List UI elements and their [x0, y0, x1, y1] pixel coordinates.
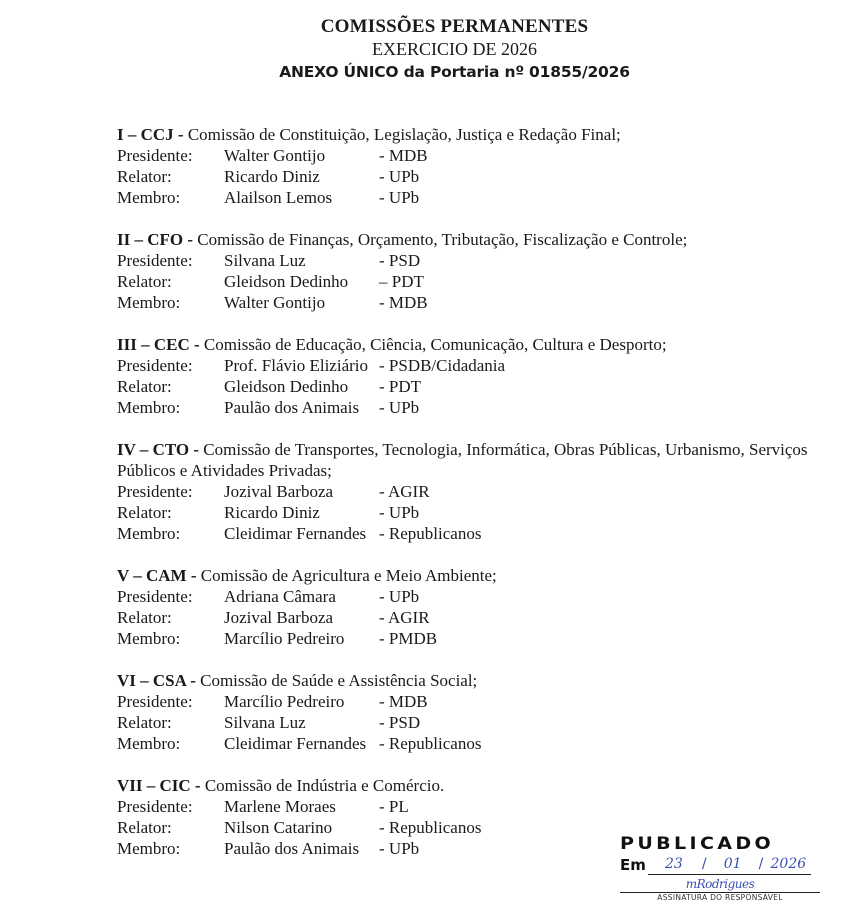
stamp-separator: /	[700, 854, 709, 875]
member-party: - UPb	[379, 398, 420, 417]
member-role: Relator:	[117, 272, 172, 291]
member-party: - PL	[379, 797, 409, 816]
member-party: – PDT	[379, 272, 424, 291]
member-row	[117, 292, 817, 313]
member-role: Presidente:	[117, 356, 193, 375]
member-row	[117, 376, 817, 397]
committee-cec	[117, 334, 817, 418]
committee-code: III – CEC -	[117, 335, 204, 354]
member-role: Membro:	[117, 188, 181, 207]
member-row	[117, 271, 817, 292]
member-name: Silvana Luz	[224, 251, 306, 270]
member-party: - UPb	[379, 188, 420, 207]
stamp-month: 01	[709, 854, 757, 875]
member-name: Adriana Câmara	[224, 587, 336, 606]
member-name: Walter Gontijo	[224, 293, 326, 312]
committee-code: IV – CTO -	[117, 440, 204, 459]
member-name: Jozival Barboza	[224, 482, 334, 501]
member-party: - UPb	[379, 503, 420, 522]
member-row	[117, 502, 817, 523]
member-name: Walter Gontijo	[224, 146, 326, 165]
member-party: - UPb	[379, 587, 420, 606]
member-row	[117, 712, 817, 733]
member-name: Paulão dos Animais	[224, 839, 360, 858]
member-role: Presidente:	[117, 692, 193, 711]
document-header	[0, 16, 861, 84]
stamp-date	[620, 854, 820, 875]
committee-title	[117, 229, 817, 250]
member-role: Presidente:	[117, 251, 193, 270]
member-role: Presidente:	[117, 587, 193, 606]
committee-cto	[117, 439, 817, 544]
committee-title	[117, 670, 817, 691]
committee-title	[117, 334, 817, 355]
committee-title	[117, 775, 817, 796]
member-party: - Republicanos	[379, 818, 482, 837]
committee-name: Comissão de Constituição, Legislação, Justiça e Redação Final;	[187, 125, 621, 144]
member-role: Relator:	[117, 377, 172, 396]
stamp-title: PUBLICADO	[620, 834, 775, 854]
committee-code: V – CAM -	[117, 566, 201, 585]
member-row	[117, 166, 817, 187]
member-row	[117, 187, 817, 208]
member-row	[117, 796, 817, 817]
committee-title	[117, 124, 817, 145]
committee-name: Comissão de Saúde e Assistência Social;	[200, 671, 478, 690]
member-role: Relator:	[117, 818, 172, 837]
member-name: Paulão dos Animais	[224, 398, 360, 417]
member-party: - MDB	[379, 692, 428, 711]
annex-reference: ANEXO ÚNICO da Portaria nº 01855/2026	[279, 63, 630, 81]
committee-name: Comissão de Transportes, Tecnologia, Informática, Obras Públicas, Urbanismo, Serviços Públicos e Atividades Privadas;	[117, 440, 808, 480]
member-party: - MDB	[379, 293, 428, 312]
member-party: - PDT	[379, 377, 422, 396]
member-name: Ricardo Diniz	[224, 503, 320, 522]
committee-code: II – CFO -	[117, 230, 198, 249]
document-subtitle: EXERCICIO DE 2026	[372, 39, 537, 59]
member-name: Marcílio Pedreiro	[224, 692, 345, 711]
committee-name: Comissão de Agricultura e Meio Ambiente;	[200, 566, 497, 585]
member-row	[117, 355, 817, 376]
member-role: Presidente:	[117, 482, 193, 501]
member-party: - PSD	[379, 713, 421, 732]
committee-code: I – CCJ -	[117, 125, 188, 144]
member-row	[117, 481, 817, 502]
committee-name: Comissão de Educação, Ciência, Comunicação, Cultura e Desporto;	[203, 335, 667, 354]
stamp-year: 2026	[765, 854, 811, 875]
member-name: Silvana Luz	[224, 713, 306, 732]
committee-code: VII – CIC -	[117, 776, 205, 795]
member-name: Marlene Moraes	[224, 797, 336, 816]
member-role: Presidente:	[117, 146, 193, 165]
member-name: Gleidson Dedinho	[224, 377, 349, 396]
committee-title	[117, 565, 817, 586]
member-role: Relator:	[117, 167, 172, 186]
member-party: - AGIR	[379, 608, 430, 627]
member-party: - PMDB	[379, 629, 438, 648]
member-name: Cleidimar Fernandes	[224, 734, 367, 753]
member-party: - PSD	[379, 251, 421, 270]
member-role: Relator:	[117, 503, 172, 522]
member-party: - AGIR	[379, 482, 430, 501]
committee-cam	[117, 565, 817, 649]
stamp-em-label: Em	[620, 856, 646, 874]
member-name: Marcílio Pedreiro	[224, 629, 345, 648]
member-party: - UPb	[379, 167, 420, 186]
stamp-separator: /	[757, 854, 766, 875]
committee-csa	[117, 670, 817, 754]
member-role: Relator:	[117, 608, 172, 627]
committee-ccj	[117, 124, 817, 208]
stamp-day: 23	[648, 854, 700, 875]
member-role: Membro:	[117, 839, 181, 858]
member-row	[117, 586, 817, 607]
member-row	[117, 733, 817, 754]
member-name: Cleidimar Fernandes	[224, 524, 367, 543]
member-role: Membro:	[117, 293, 181, 312]
member-row	[117, 628, 817, 649]
committee-name: Comissão de Finanças, Orçamento, Tributação, Fiscalização e Controle;	[197, 230, 688, 249]
committee-list	[117, 124, 817, 880]
member-party: - Republicanos	[379, 524, 482, 543]
member-name: Ricardo Diniz	[224, 167, 320, 186]
committee-code: VI – CSA -	[117, 671, 201, 690]
member-name: Prof. Flávio Eliziário	[224, 356, 369, 375]
member-name: Gleidson Dedinho	[224, 272, 349, 291]
member-row	[117, 145, 817, 166]
member-party: - MDB	[379, 146, 428, 165]
document-title: COMISSÕES PERMANENTES	[320, 16, 589, 37]
signature-label: ASSINATURA DO RESPONSÁVEL	[657, 893, 783, 902]
member-role: Presidente:	[117, 797, 193, 816]
member-row	[117, 250, 817, 271]
member-row	[117, 523, 817, 544]
member-role: Membro:	[117, 398, 181, 417]
member-row	[117, 607, 817, 628]
committee-name: Comissão de Indústria e Comércio.	[204, 776, 445, 795]
member-role: Membro:	[117, 734, 181, 753]
committee-cfo	[117, 229, 817, 313]
member-role: Membro:	[117, 629, 181, 648]
member-name: Jozival Barboza	[224, 608, 334, 627]
member-party: - Republicanos	[379, 734, 482, 753]
handwritten-signature: mRodrigues	[685, 877, 755, 891]
member-name: Nilson Catarino	[224, 818, 333, 837]
member-row	[117, 691, 817, 712]
member-name: Alailson Lemos	[224, 188, 333, 207]
member-party: - UPb	[379, 839, 420, 858]
committee-title	[117, 439, 817, 481]
member-role: Relator:	[117, 713, 172, 732]
published-stamp	[620, 835, 820, 902]
member-row	[117, 397, 817, 418]
member-role: Membro:	[117, 524, 181, 543]
member-party: - PSDB/Cidadania	[379, 356, 506, 375]
